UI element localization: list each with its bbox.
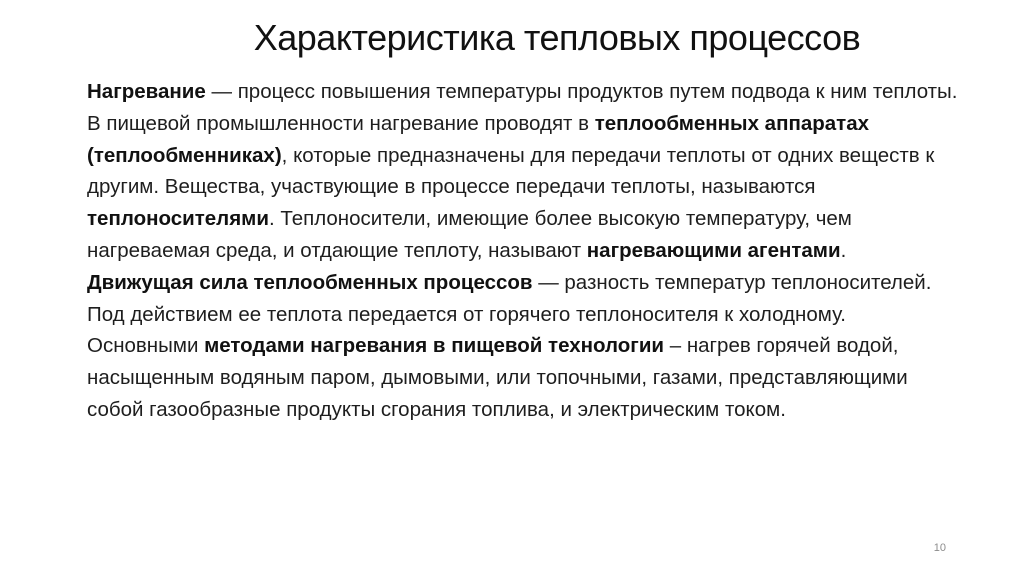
paragraph-driving-force-text: — разность температур теплоносителей. Под действием ее теплота передается от горячего теплоносителя к холодному. bbox=[87, 270, 932, 326]
term-heat-carriers: теплоносителями bbox=[87, 207, 269, 231]
paragraph-heating-text-4: . bbox=[840, 238, 847, 262]
paragraph-methods-text-1: Основными bbox=[87, 334, 205, 358]
paragraph-heating-text-1: — процесс повышения температуры продуктов путем подвода к ним теплоты. В пищевой промышленности нагревание проводят в bbox=[87, 80, 958, 135]
term-heat-exchangers: теплообменных аппаратах (теплообменниках) bbox=[87, 111, 869, 167]
paragraph-heating-text-3: . Теплоносители, имеющие более высокую температуру, чем нагреваемая среда, и отдающие теплоту, называют bbox=[87, 207, 852, 262]
paragraph-driving-force bbox=[87, 267, 967, 331]
page-number: 10 bbox=[933, 542, 946, 554]
term-driving-force: Движущая сила теплообменных процессов bbox=[87, 270, 533, 294]
paragraph-heating-text-2: , которые предназначены для передачи теплоты от одних веществ к другим. Вещества, участвующие в процессе передачи теплоты, называются bbox=[87, 143, 935, 199]
paragraph-heating bbox=[87, 76, 967, 267]
slide-title: Характеристика тепловых процессов bbox=[253, 17, 861, 58]
slide-body bbox=[87, 76, 967, 426]
term-heating: Нагревание bbox=[87, 80, 206, 103]
paragraph-methods-text-2: – нагрев горячей водой, насыщенным водяным паром, дымовыми, или топочными, газами, представляющими собой газообразные продукты сгорания топлива, и электрическим током. bbox=[87, 334, 908, 421]
paragraph-heating-methods bbox=[87, 330, 967, 425]
term-heating-methods: методами нагревания в пищевой технологии bbox=[204, 334, 665, 358]
term-heating-agents: нагревающими агентами bbox=[586, 238, 841, 262]
